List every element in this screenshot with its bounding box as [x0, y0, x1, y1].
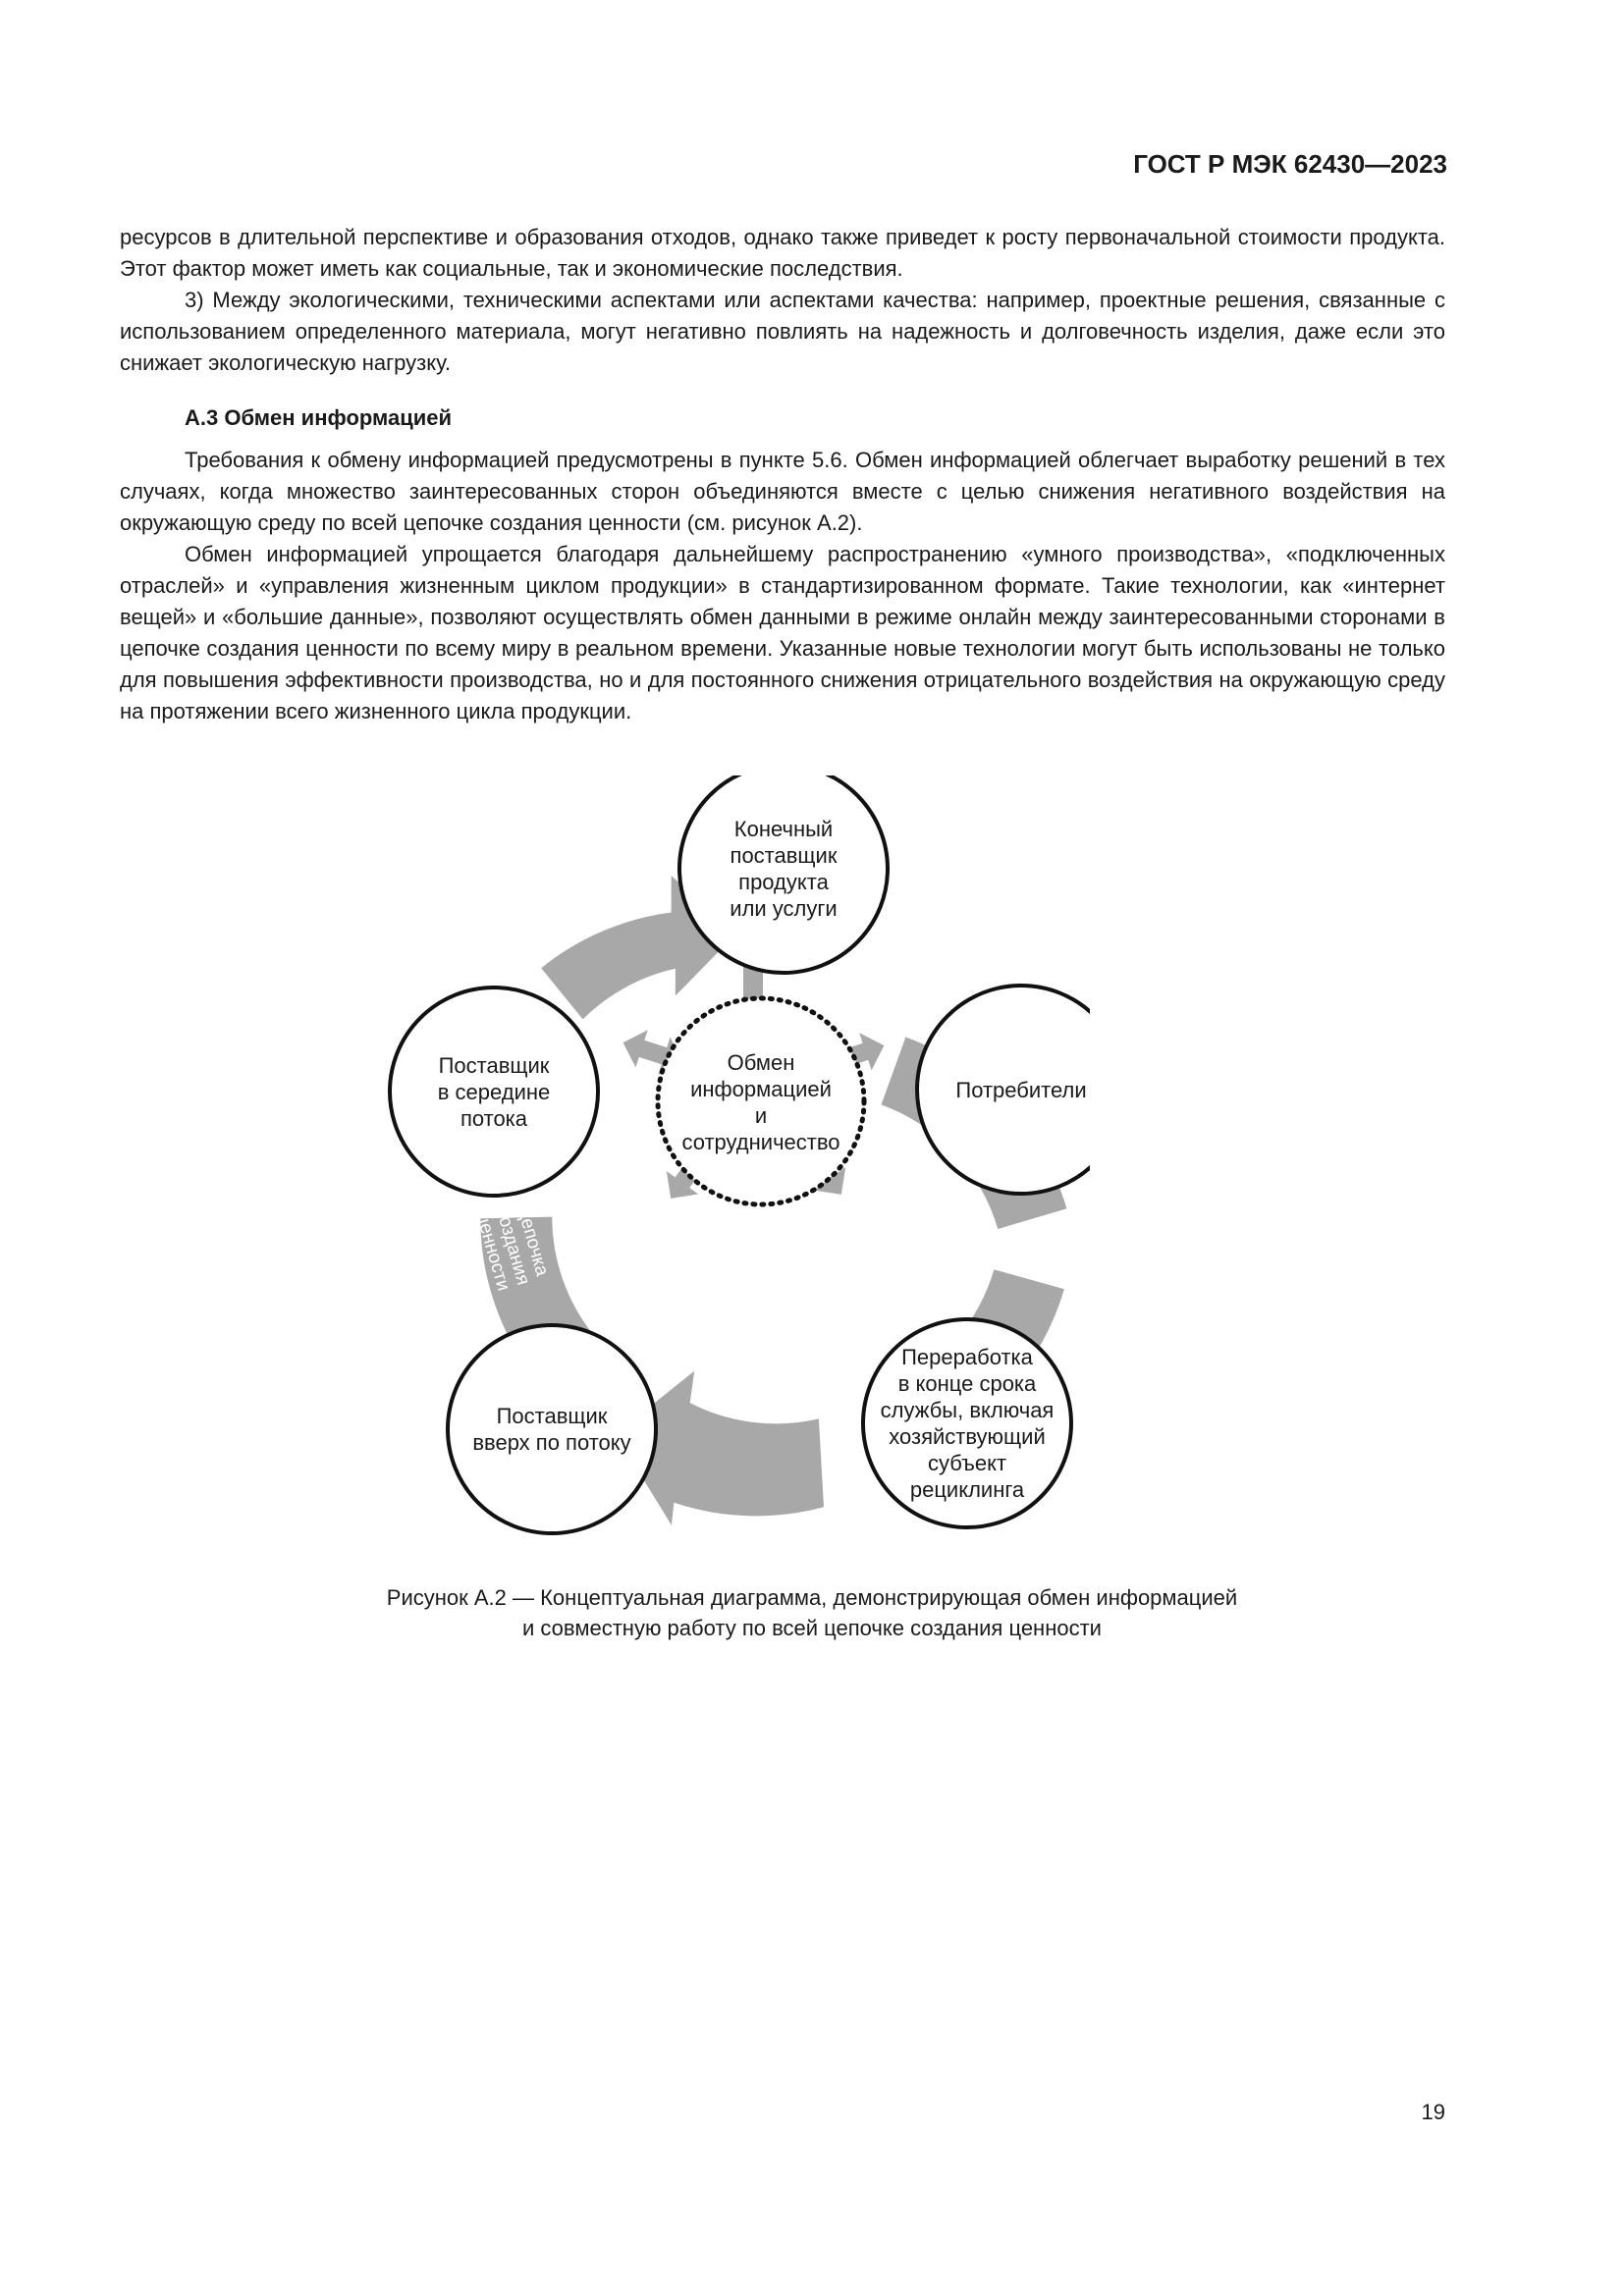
- page-number: 19: [1421, 2100, 1445, 2124]
- node-label-end-supplier: Конечный поставщик продукта или услуги: [730, 817, 838, 921]
- paragraph: Обмен информацией упрощается благодаря дальнейшему распространению «умного производства», «подключенных отраслей» и «управления жизненным циклом продукции» в стандартизированном формате. Такие технологии, как «интернет вещей» и «большие данные», позволяют осуществлять обмен данными в режиме онлайн между заинтересованными сторонами в цепочке создания ценности по всему миру в реальном времени. Указанные новые технологии могут быть использованы не только для повышения эффективности производства, но и для постоянного снижения отрицательного воздействия на окружающую среду на протяжении всего жизненного цикла продукции.: [120, 542, 1445, 723]
- caption-line: и совместную работу по всей цепочке создания ценности: [522, 1616, 1102, 1640]
- node-label-consumers: Потребители: [955, 1077, 1087, 1102]
- node-label-midstream-supplier: Поставщик в середине потока: [437, 1052, 551, 1131]
- figure-caption: [196, 1582, 1428, 1643]
- chain-label-top-right: Цепочка создания ценности: [902, 883, 1001, 983]
- node-label-upstream-supplier: Поставщик вверх по потоку: [472, 1404, 631, 1455]
- chain-label-left: Цепочка создания ценности: [471, 1202, 553, 1294]
- text-block-continued: [120, 222, 1445, 379]
- section-heading: А.3 Обмен информацией: [185, 405, 453, 430]
- paragraph: 3) Между экологическими, техническими аспектами или аспектами качества: например, проектные решения, связанные с использованием определенного материала, могут негативно повлиять на надежность и долговечность изделия, даже если это снижает экологическую нагрузку.: [120, 288, 1445, 375]
- value-chain-diagram: [363, 775, 1090, 1561]
- text-block-section: [120, 445, 1445, 727]
- paragraph: Требования к обмену информацией предусмотрены в пункте 5.6. Обмен информацией облегчает выработку решений в тех случаях, когда множество заинтересованных сторон объединяются вместе с целью снижения негативного воздействия на окружающую среду по всей цепочке создания ценности (см. рисунок А.2).: [120, 448, 1445, 535]
- center-label: Обмен информацией и сотрудничество: [681, 1050, 840, 1154]
- document-code: ГОСТ Р МЭК 62430—2023: [1133, 149, 1447, 179]
- node-label-end-of-life-recycling: Переработка в конце срока службы, включая хозяйствующий субъект рециклинга: [880, 1345, 1055, 1502]
- paragraph: ресурсов в длительной перспективе и образования отходов, однако также приведет к росту первоначальной стоимости продукта. Этот фактор может иметь как социальные, так и экономические последствия.: [120, 225, 1445, 281]
- caption-line: Рисунок А.2 — Концептуальная диаграмма, демонстрирующая обмен информацией: [386, 1585, 1238, 1610]
